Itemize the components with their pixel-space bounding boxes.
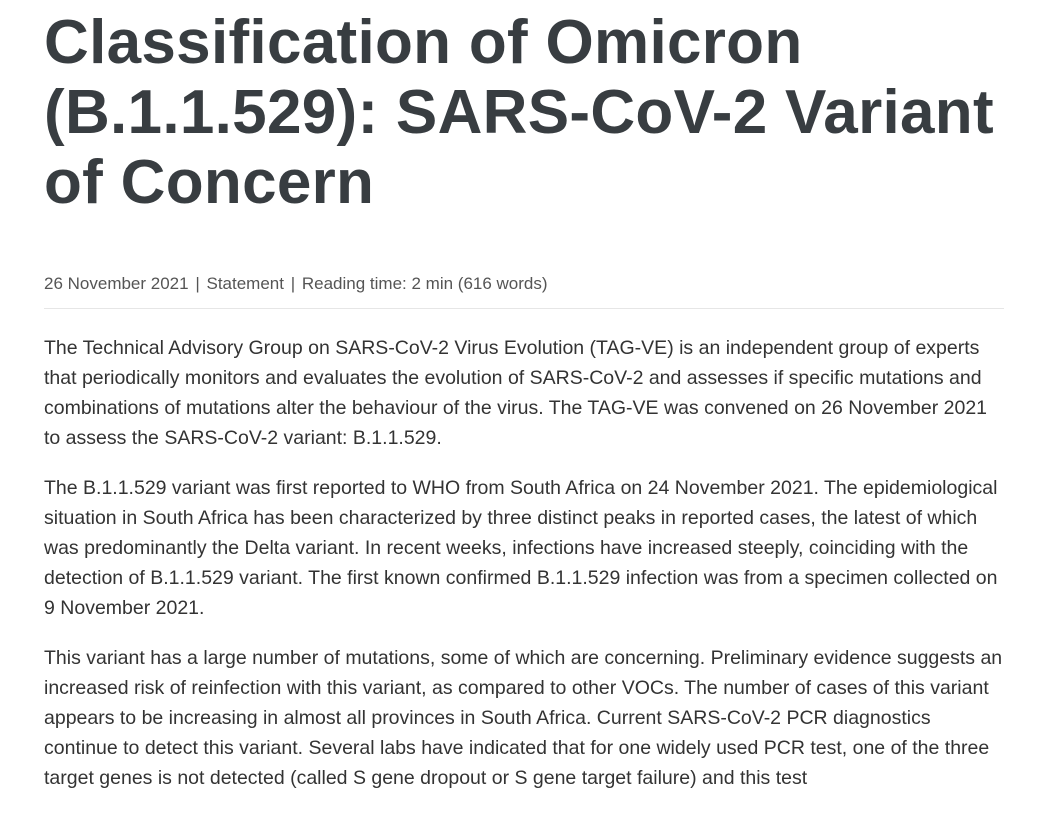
publish-date: 26 November 2021 [44, 274, 189, 293]
article-paragraph: This variant has a large number of mutations, some of which are concerning. Preliminary evidence suggests an increased risk of reinfection with this variant, as compared to other VOCs. The number of cases of this variant appears to be increasing in almost all provinces in South Africa. Current SARS-CoV-2 PCR diagnostics continue to detect this variant. Several labs have indicated that for one widely used PCR test, one of the three target genes is not detected (called S gene dropout or S gene target failure) and this test [44, 647, 1003, 789]
article-paragraph: The B.1.1.529 variant was first reported to WHO from South Africa on 24 November 2021. The epidemiological situation in South Africa has been characterized by three distinct peaks in reported cases, the latest of which was predominantly the Delta variant. In recent weeks, infections have increased steeply, coinciding with the detection of B.1.1.529 variant. The first known confirmed B.1.1.529 infection was from a specimen collected on 9 November 2021. [44, 477, 998, 619]
page-title: Classification of Omicron (B.1.1.529): SARS-CoV-2 Variant of Concern [44, 8, 994, 217]
article [44, 0, 1004, 813]
meta-separator: | [195, 274, 200, 293]
article-paragraph: The Technical Advisory Group on SARS-CoV-2 Virus Evolution (TAG-VE) is an independent group of experts that periodically monitors and evaluates the evolution of SARS-CoV-2 and assesses if specific mutations and combinations of mutations alter the behaviour of the virus. The TAG-VE was convened on 26 November 2021 to assess the SARS-CoV-2 variant: B.1.1.529. [44, 337, 988, 449]
article-body [44, 333, 1004, 793]
meta-separator: | [290, 274, 296, 293]
reading-time: Reading time: 2 min (616 words) [301, 274, 548, 293]
article-meta [44, 272, 1004, 309]
article-type: Statement [206, 274, 284, 293]
